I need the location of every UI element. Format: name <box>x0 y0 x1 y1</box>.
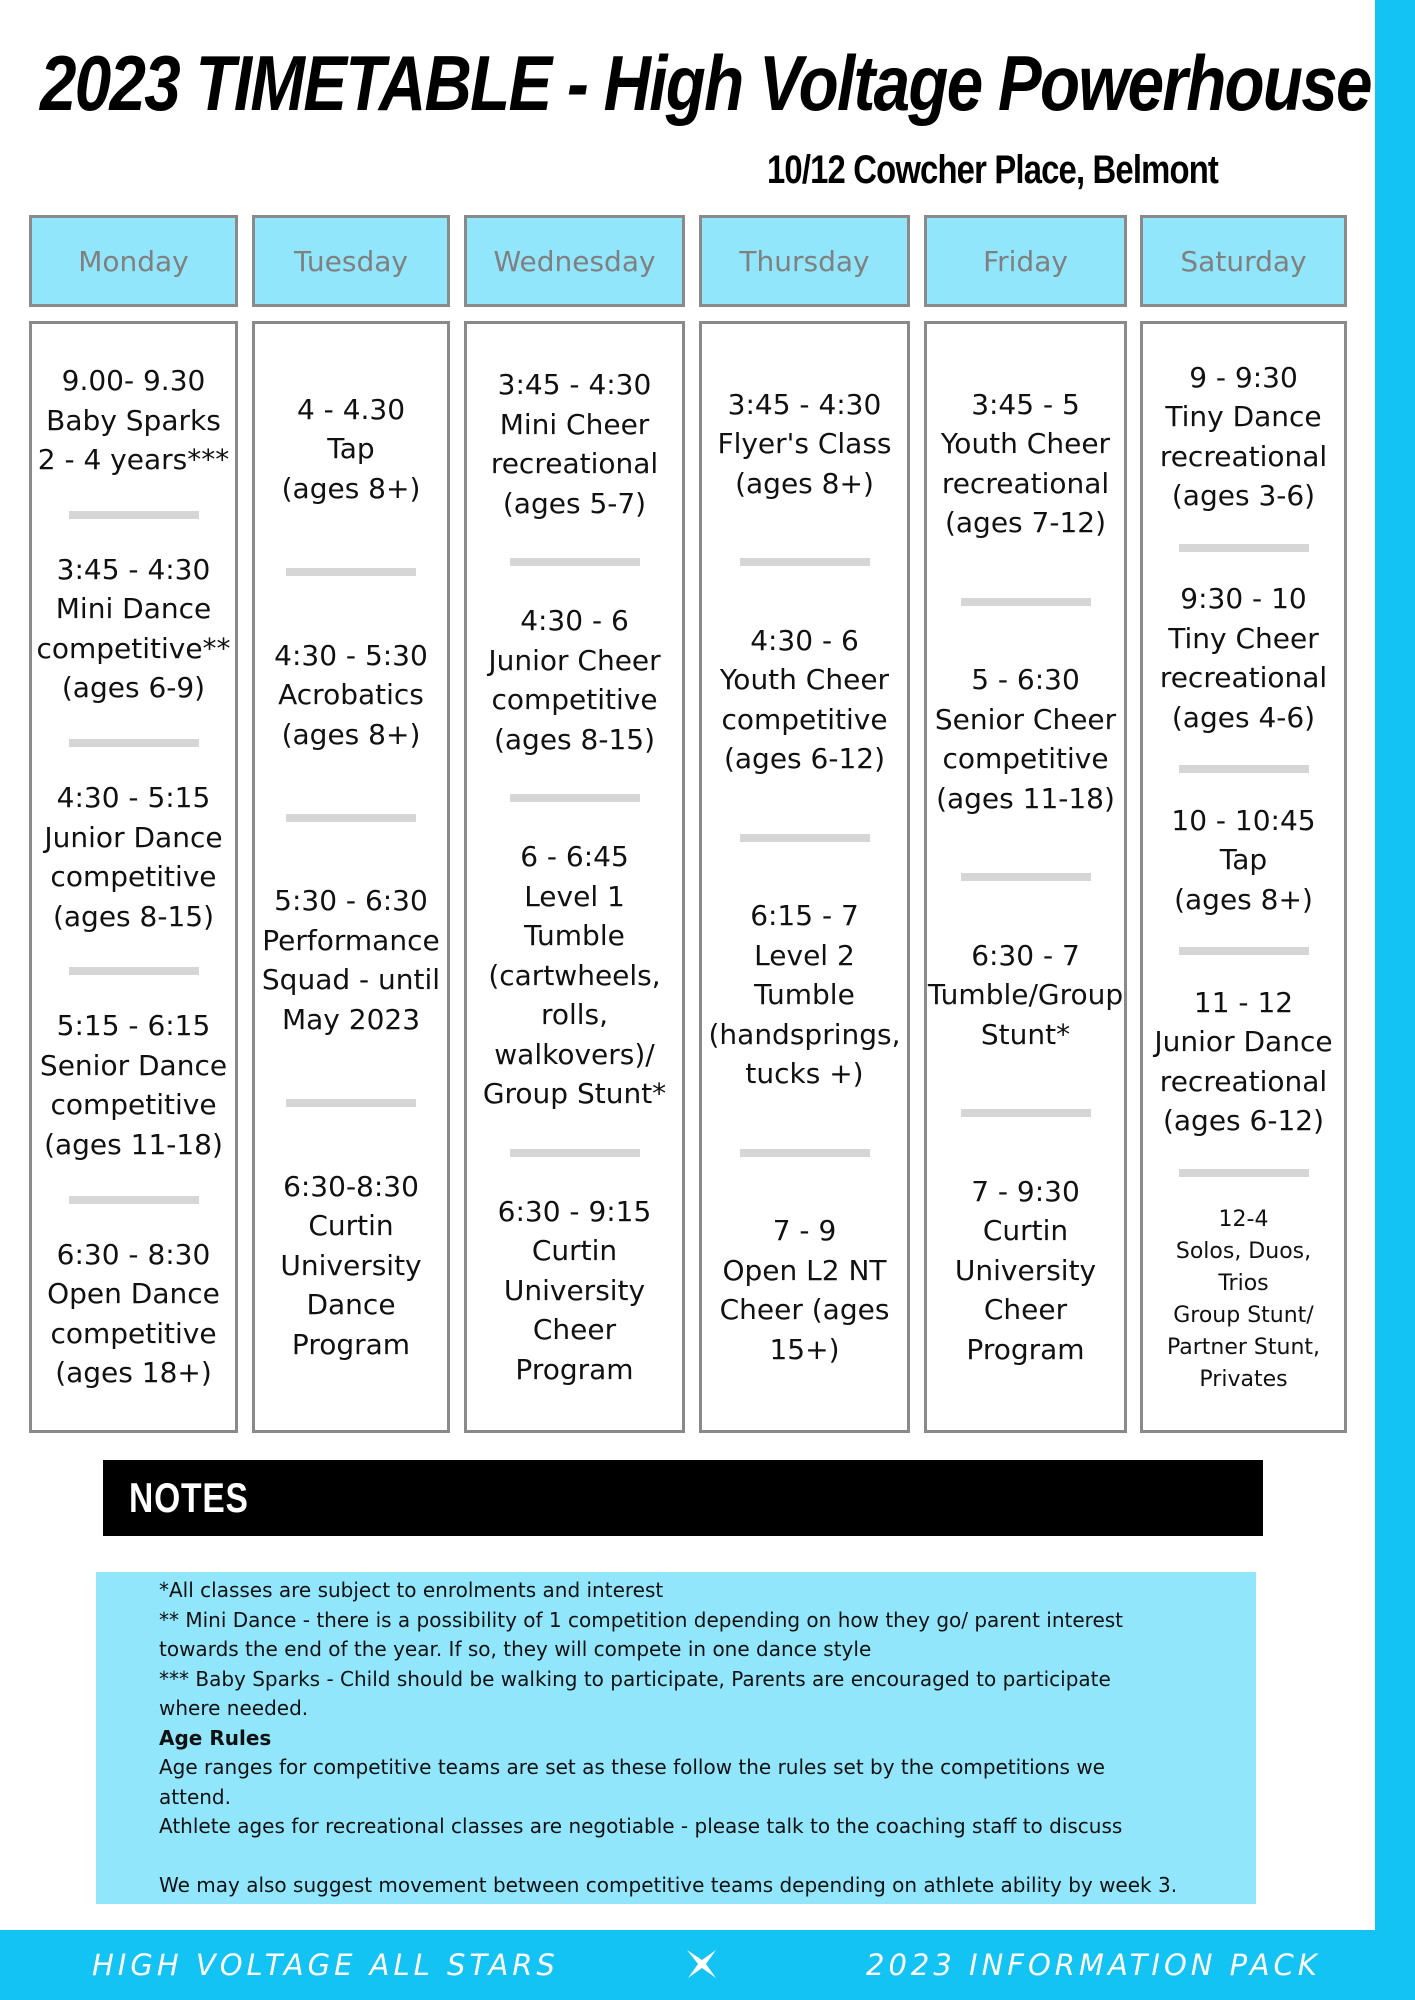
class-slot: 3:45 - 4:30 Mini Cheer recreational (ages 5-7) <box>490 368 659 520</box>
slot-divider <box>69 967 199 975</box>
star-icon <box>685 1947 719 1981</box>
class-slot: 6:30 - 7 Tumble/Group Stunt* <box>927 938 1124 1051</box>
class-slot: 4:30 - 6 Junior Cheer competitive (ages 8-15) <box>488 604 661 756</box>
class-slot: 3:45 - 5 Youth Cheer recreational (ages 7-12) <box>940 387 1111 540</box>
day-column-wednesday <box>464 321 685 1433</box>
class-slot: 9.00- 9.30 Baby Sparks 2 - 4 years*** <box>37 364 230 477</box>
notes-banner <box>103 1460 1263 1536</box>
day-header-tuesday: Tuesday <box>252 215 450 307</box>
slot-divider <box>740 834 870 842</box>
note-spacer <box>159 1842 1216 1872</box>
day-header-friday: Friday <box>924 215 1127 307</box>
slot-divider <box>961 598 1091 606</box>
day-column-tuesday <box>252 321 450 1433</box>
class-slot: 5:15 - 6:15 Senior Dance competitive (ages 11-18) <box>39 1009 228 1161</box>
slot-divider <box>286 568 416 576</box>
day-column-saturday <box>1140 321 1347 1433</box>
slot-divider <box>740 1149 870 1157</box>
slot-divider <box>1179 765 1309 773</box>
footer <box>0 1930 1415 2000</box>
class-slot: 5 - 6:30 Senior Cheer competitive (ages 11-18) <box>934 663 1117 815</box>
note-line: Age ranges for competitive teams are set as these follow the rules set by the competitions we <box>159 1755 1105 1779</box>
slot-divider <box>510 1149 640 1157</box>
class-slot: 4:30 - 5:30 Acrobatics (ages 8+) <box>274 638 428 751</box>
note-line: where needed. <box>159 1696 309 1720</box>
slot-divider <box>69 511 199 519</box>
note-line: *All classes are subject to enrolments and interest <box>159 1578 664 1602</box>
page-title: 2023 TIMETABLE - High Voltage Powerhouse <box>40 39 1371 127</box>
note-line: ** Mini Dance - there is a possibility of 1 competition depending on how they go/ parent interest <box>159 1607 1124 1632</box>
side-accent-bar <box>1375 0 1415 2000</box>
class-slot: 4:30 - 6 Youth Cheer competitive (ages 6-12) <box>719 623 890 776</box>
notes-box <box>96 1572 1256 1904</box>
note-line: attend. <box>159 1784 231 1809</box>
class-slot: 6:30 - 8:30 Open Dance competitive (ages 18+) <box>47 1237 220 1390</box>
class-slot: 6:30-8:30 Curtin University Dance Program <box>280 1169 422 1361</box>
class-slot: 6:15 - 7 Level 2 Tumble (handsprings, tucks +) <box>708 899 901 1091</box>
slot-divider <box>286 1099 416 1107</box>
note-line: *** Baby Sparks - Child should be walking to participate, Parents are encouraged to participate <box>159 1666 1111 1691</box>
day-header-saturday: Saturday <box>1140 215 1347 307</box>
slot-divider <box>1179 947 1309 955</box>
note-line: Athlete ages for recreational classes are negotiable - please talk to the coaching staff to discuss <box>159 1814 1123 1838</box>
class-slot: 4 - 4.30 Tap (ages 8+) <box>281 392 421 505</box>
class-slot: 3:45 - 4:30 Flyer's Class (ages 8+) <box>717 387 892 500</box>
slot-divider <box>510 558 640 566</box>
day-header-thursday: Thursday <box>699 215 910 307</box>
slot-divider <box>286 814 416 822</box>
class-slot: 7 - 9 Open L2 NT Cheer (ages 15+) <box>719 1214 890 1366</box>
notes-title: NOTES <box>129 1474 249 1521</box>
class-slot: 4:30 - 5:15 Junior Dance competitive (ages 8-15) <box>44 781 223 933</box>
day-header-monday: Monday <box>29 215 238 307</box>
class-slot: 11 - 12 Junior Dance recreational (ages 6-12) <box>1154 985 1333 1138</box>
slot-divider <box>69 1196 199 1204</box>
class-slot: 10 - 10:45 Tap (ages 8+) <box>1171 803 1316 916</box>
slot-divider <box>1179 544 1309 552</box>
day-header-wednesday: Wednesday <box>464 215 685 307</box>
footer-pack-label: 2023 INFORMATION PACK <box>866 1948 1321 1982</box>
slot-divider <box>1179 1169 1309 1177</box>
footer-brand: HIGH VOLTAGE ALL STARS <box>92 1948 559 1982</box>
age-rules-heading: Age Rules <box>159 1725 272 1750</box>
class-slot: 9 - 9:30 Tiny Dance recreational (ages 3-6) <box>1159 360 1328 513</box>
day-column-thursday <box>699 321 910 1433</box>
slot-divider <box>961 1109 1091 1117</box>
class-slot: 6 - 6:45 Level 1 Tumble (cartwheels, rolls, walkovers)/ Group Stunt* <box>482 840 667 1110</box>
slot-divider <box>961 873 1091 881</box>
class-slot: 9:30 - 10 Tiny Cheer recreational (ages 4-6) <box>1159 582 1328 734</box>
class-slot: 3:45 - 4:30 Mini Dance competitive** (ages 6-9) <box>36 552 231 705</box>
class-slot: 6:30 - 9:15 Curtin University Cheer Program <box>497 1194 652 1386</box>
day-column-monday <box>29 321 238 1433</box>
note-line: towards the end of the year. If so, they will compete in one dance style <box>159 1637 872 1661</box>
day-column-friday <box>924 321 1127 1433</box>
slot-divider <box>740 558 870 566</box>
note-line: We may also suggest movement between competitive teams depending on athlete ability by week 3. <box>159 1873 1178 1897</box>
class-slot: 5:30 - 6:30 Performance Squad - until May 2023 <box>261 884 441 1036</box>
slot-divider <box>69 739 199 747</box>
class-slot: 7 - 9:30 Curtin University Cheer Program <box>954 1174 1097 1366</box>
slot-divider <box>510 794 640 802</box>
address: 10/12 Cowcher Place, Belmont <box>767 148 1219 192</box>
class-slot: 12-4 Solos, Duos, Trios Group Stunt/ Partner Stunt, Privates <box>1166 1207 1321 1393</box>
